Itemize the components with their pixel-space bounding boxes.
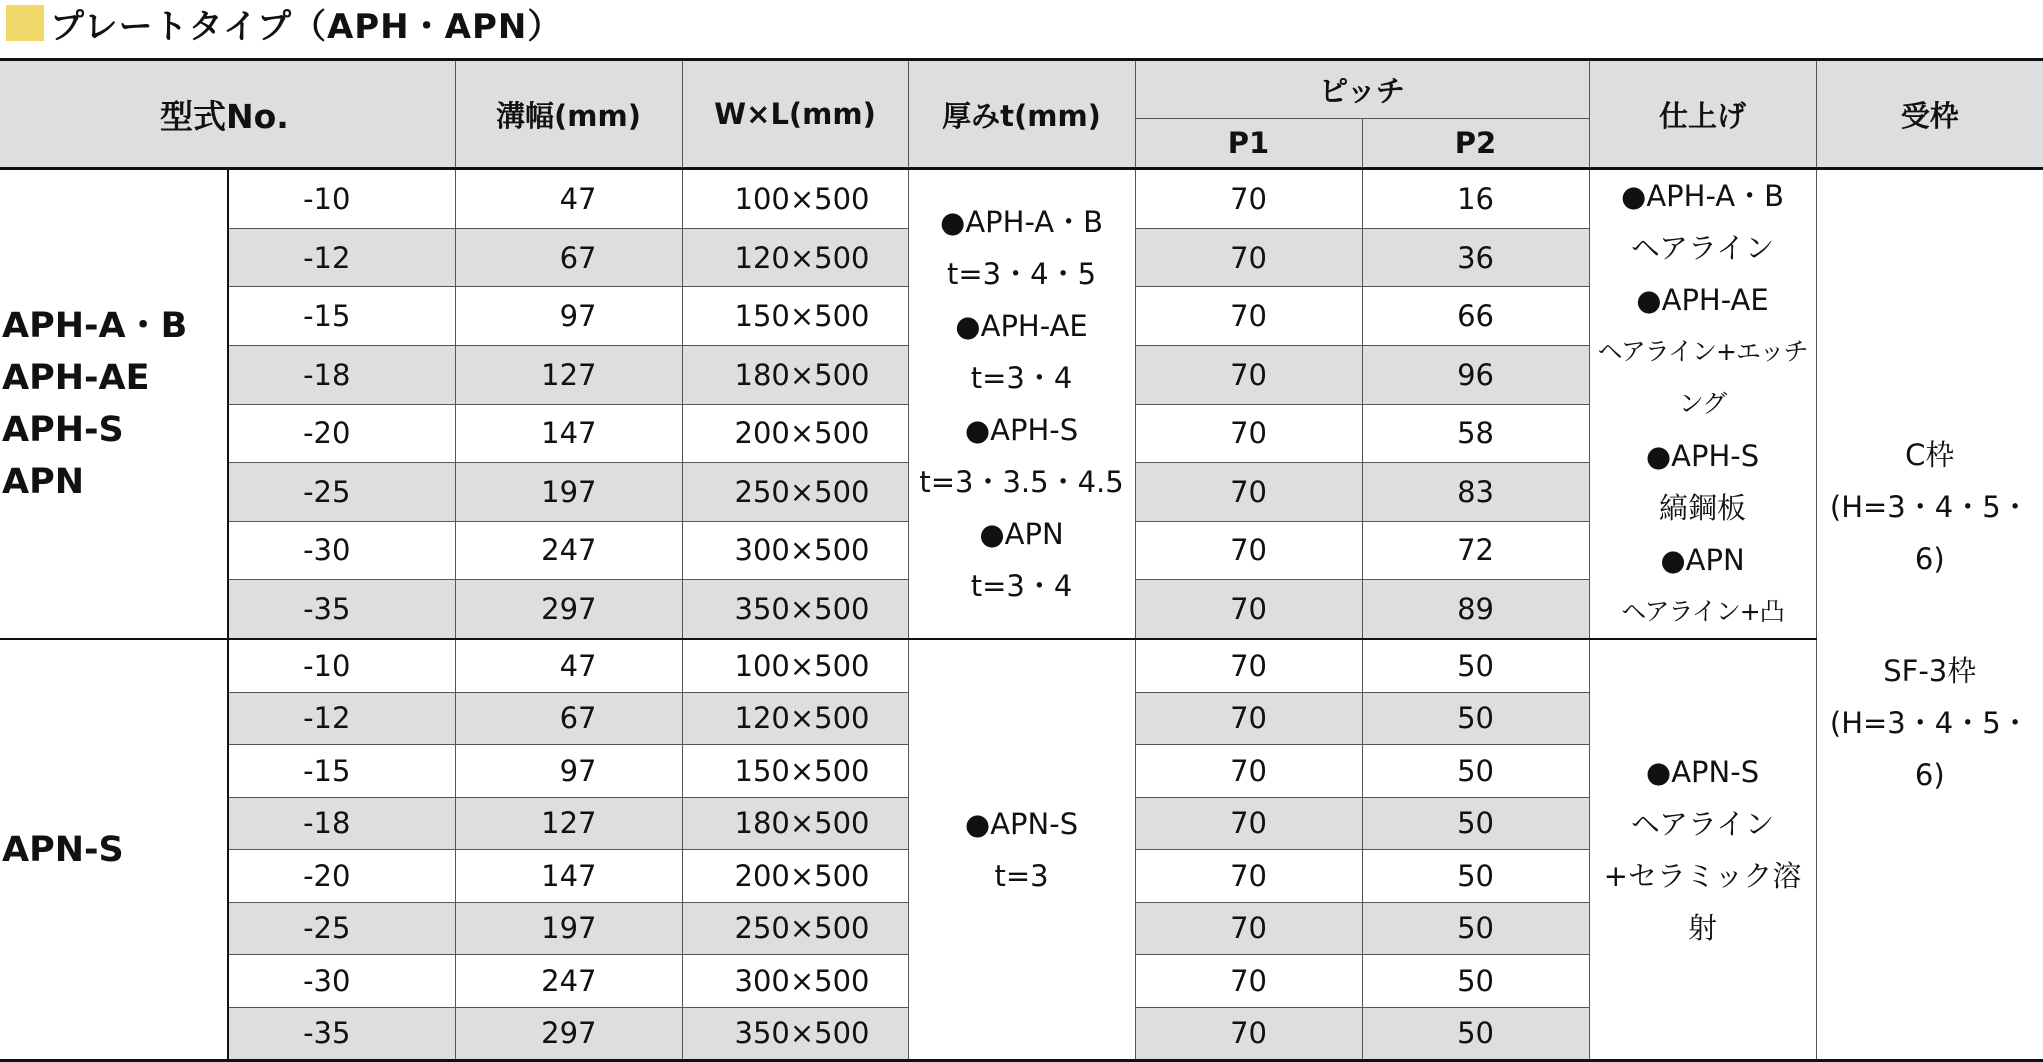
cell-width: 197 <box>455 902 682 955</box>
cell-width: 147 <box>455 850 682 903</box>
cell-p1: 70 <box>1135 745 1362 798</box>
cell-no: -25 <box>228 902 455 955</box>
cell-width: 297 <box>455 1007 682 1061</box>
cell-no: -35 <box>228 580 455 639</box>
cell-wl: 120×500 <box>682 692 908 745</box>
cell-no: -15 <box>228 287 455 346</box>
cell-no: -12 <box>228 692 455 745</box>
model-label: APH-S <box>2 410 124 450</box>
cell-p2: 16 <box>1362 169 1589 229</box>
cell-no: -15 <box>228 745 455 798</box>
cell-width: 97 <box>455 745 682 798</box>
frame-line: (H=3・4・5・6) <box>1829 489 2030 576</box>
model-label: APN-S <box>2 829 124 870</box>
section-title <box>0 0 1000 46</box>
cell-p1: 70 <box>1135 521 1362 580</box>
cell-no: -30 <box>228 521 455 580</box>
cell-p2: 72 <box>1362 521 1589 580</box>
header-model-no: 型式No. <box>0 60 455 169</box>
cell-wl: 300×500 <box>682 521 908 580</box>
cell-wl: 100×500 <box>682 639 908 692</box>
cell-p1: 70 <box>1135 1007 1362 1061</box>
cell-wl: 180×500 <box>682 797 908 850</box>
cell-p2: 89 <box>1362 580 1589 639</box>
cell-wl: 250×500 <box>682 463 908 522</box>
cell-p2: 50 <box>1362 955 1589 1008</box>
group1-finish <box>1589 169 1816 640</box>
cell-p1: 70 <box>1135 345 1362 404</box>
finish-line: ●APH-S <box>1645 439 1760 473</box>
cell-wl: 200×500 <box>682 850 908 903</box>
thickness-line: ●APH-S <box>964 413 1079 447</box>
cell-no: -12 <box>228 228 455 287</box>
header-p2: P2 <box>1362 119 1589 169</box>
finish-line: 縞鋼板 <box>1659 491 1747 525</box>
cell-p1: 70 <box>1135 850 1362 903</box>
cell-p1: 70 <box>1135 902 1362 955</box>
cell-wl: 180×500 <box>682 345 908 404</box>
thickness-line: t=3・3.5・4.5 <box>919 465 1124 499</box>
frame-line: (H=3・4・5・6) <box>1829 705 2030 792</box>
cell-p2: 83 <box>1362 463 1589 522</box>
thickness-line: ●APN <box>979 517 1064 551</box>
thickness-line: t=3・4・5 <box>947 257 1097 291</box>
cell-p2: 58 <box>1362 404 1589 463</box>
cell-no: -20 <box>228 850 455 903</box>
thickness-line: ●APH-AE <box>955 309 1088 343</box>
title-marker <box>6 5 44 41</box>
cell-wl: 150×500 <box>682 745 908 798</box>
thickness-line: t=3 <box>994 858 1049 893</box>
cell-p1: 70 <box>1135 169 1362 229</box>
cell-no: -30 <box>228 955 455 1008</box>
model-label: APH-A・B <box>2 306 188 346</box>
header-groove-width: 溝幅(mm) <box>455 60 682 169</box>
cell-width: 297 <box>455 580 682 639</box>
header-thickness: 厚みt(mm) <box>908 60 1135 169</box>
cell-width: 47 <box>455 169 682 229</box>
cell-no: -18 <box>228 797 455 850</box>
cell-p1: 70 <box>1135 692 1362 745</box>
page-title: プレートタイプ（APH・APN） <box>50 6 563 47</box>
cell-p1: 70 <box>1135 228 1362 287</box>
cell-p1: 70 <box>1135 955 1362 1008</box>
header-wl: W×L(mm) <box>682 60 908 169</box>
header-pitch: ピッチ <box>1135 60 1589 119</box>
finish-line: ヘアライン <box>1630 806 1775 841</box>
spec-table <box>0 58 2043 1062</box>
header-p1: P1 <box>1135 119 1362 169</box>
cell-p2: 50 <box>1362 1007 1589 1061</box>
frame-line: SF-3枠 <box>1883 653 1977 688</box>
cell-width: 47 <box>455 639 682 692</box>
cell-wl: 200×500 <box>682 404 908 463</box>
cell-width: 67 <box>455 228 682 287</box>
thickness-line: ●APN-S <box>964 806 1079 841</box>
cell-no: -25 <box>228 463 455 522</box>
frame-line: C枠 <box>1905 437 1955 472</box>
cell-p2: 50 <box>1362 745 1589 798</box>
cell-wl: 350×500 <box>682 1007 908 1061</box>
table-row <box>0 639 2043 692</box>
cell-wl: 100×500 <box>682 169 908 229</box>
cell-p1: 70 <box>1135 287 1362 346</box>
finish-line: ●APH-A・B <box>1621 179 1785 213</box>
cell-wl: 350×500 <box>682 580 908 639</box>
finish-line: ●APN <box>1660 543 1745 577</box>
cell-wl: 250×500 <box>682 902 908 955</box>
cell-p1: 70 <box>1135 797 1362 850</box>
cell-width: 97 <box>455 287 682 346</box>
thickness-line: t=3・4 <box>970 569 1073 603</box>
cell-p2: 50 <box>1362 902 1589 955</box>
cell-p2: 50 <box>1362 850 1589 903</box>
cell-wl: 120×500 <box>682 228 908 287</box>
cell-width: 127 <box>455 345 682 404</box>
cell-p2: 96 <box>1362 345 1589 404</box>
group2-model <box>0 639 228 1061</box>
group1-thickness <box>908 169 1135 640</box>
cell-p2: 50 <box>1362 797 1589 850</box>
group2-thickness <box>908 639 1135 1061</box>
cell-p2: 36 <box>1362 228 1589 287</box>
cell-p2: 50 <box>1362 639 1589 692</box>
thickness-line: ●APH-A・B <box>940 205 1104 239</box>
frame-cell <box>1816 169 2043 1061</box>
cell-p1: 70 <box>1135 580 1362 639</box>
finish-line: +セラミック溶射 <box>1603 858 1802 945</box>
cell-p2: 50 <box>1362 692 1589 745</box>
cell-no: -10 <box>228 639 455 692</box>
cell-no: -18 <box>228 345 455 404</box>
cell-width: 197 <box>455 463 682 522</box>
cell-p1: 70 <box>1135 404 1362 463</box>
header-finish: 仕上げ <box>1589 60 1816 169</box>
cell-p1: 70 <box>1135 463 1362 522</box>
cell-wl: 150×500 <box>682 287 908 346</box>
cell-p2: 66 <box>1362 287 1589 346</box>
cell-width: 67 <box>455 692 682 745</box>
cell-width: 247 <box>455 521 682 580</box>
cell-p1: 70 <box>1135 639 1362 692</box>
cell-wl: 300×500 <box>682 955 908 1008</box>
finish-line: ヘアライン+凸 <box>1621 597 1784 626</box>
cell-width: 147 <box>455 404 682 463</box>
model-label: APN <box>2 462 85 502</box>
finish-line: ●APN-S <box>1645 754 1760 789</box>
thickness-line: t=3・4 <box>970 361 1073 395</box>
group2-finish <box>1589 639 1816 1061</box>
header-frame: 受枠 <box>1816 60 2043 169</box>
finish-line: ヘアライン+エッチング <box>1597 337 1808 418</box>
cell-width: 127 <box>455 797 682 850</box>
cell-no: -20 <box>228 404 455 463</box>
finish-line: ●APH-AE <box>1636 283 1769 317</box>
model-label: APH-AE <box>2 358 150 398</box>
cell-width: 247 <box>455 955 682 1008</box>
table-row <box>0 169 2043 229</box>
cell-no: -10 <box>228 169 455 229</box>
cell-no: -35 <box>228 1007 455 1061</box>
finish-line: ヘアライン <box>1630 231 1775 265</box>
group1-models <box>0 169 228 640</box>
